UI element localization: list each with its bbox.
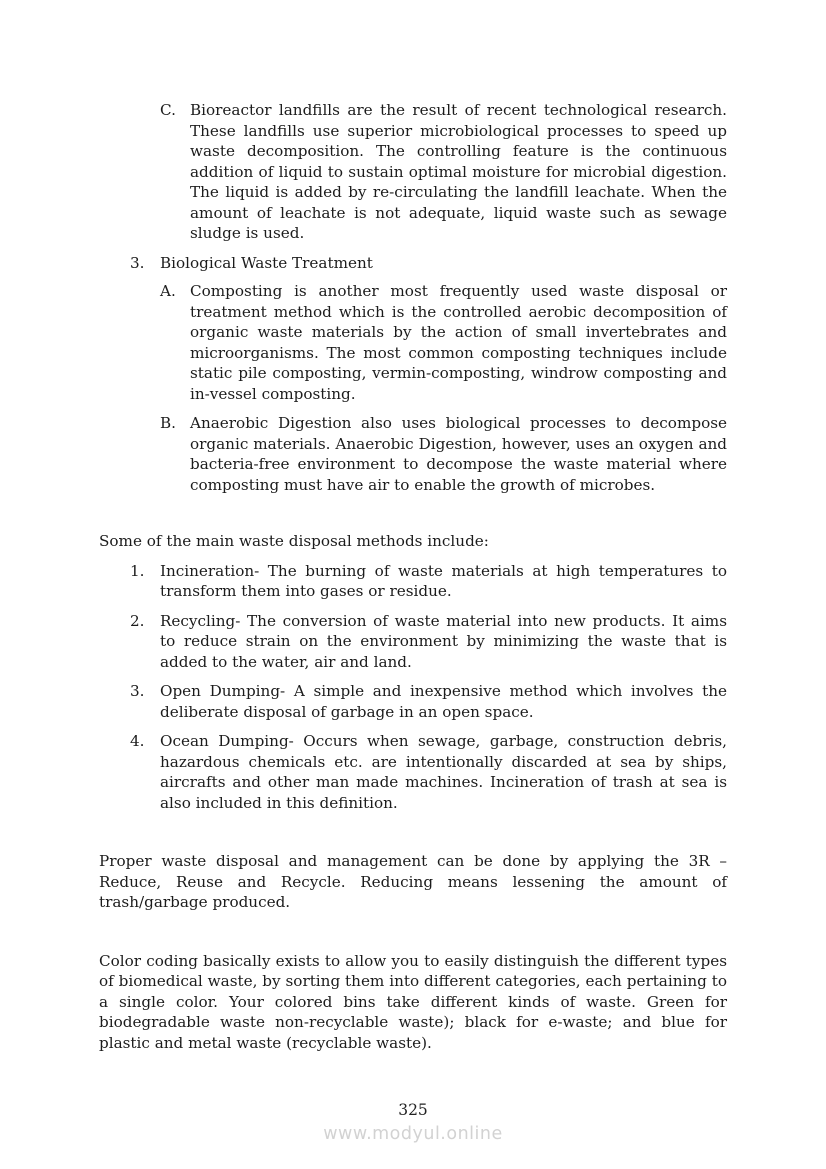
watermark: www.modyul.online [323, 1124, 503, 1144]
list-marker: A. [160, 282, 176, 300]
list-marker: B. [160, 414, 176, 432]
list-marker: C. [160, 101, 176, 119]
method-item-4 [130, 731, 727, 813]
page-content [99, 100, 727, 1053]
paragraph-3r: Proper waste disposal and management can be done by applying the 3R – Reduce, Reuse and Recycle. Reducing means lessening the amount of trash/garbage produced. [99, 852, 727, 911]
list-marker: 2. [130, 611, 145, 630]
list-item-text: Open Dumping- A simple and inexpensive method which involves the deliberate disposal of garbage in an open space. [160, 682, 727, 721]
list-marker: 1. [130, 561, 145, 580]
intro-line: Some of the main waste disposal methods include: [99, 532, 489, 550]
method-item-1 [130, 561, 727, 602]
numbered-heading-3 [130, 253, 727, 274]
page-number: 325 [398, 1101, 428, 1119]
paragraph-color-coding: Color coding basically exists to allow you to easily distinguish the different types of biomedical waste, by sorting them into different categories, each pertaining to a single color. Your colored bins take different kinds of waste. Green for biodegradable waste non-recyclable waste); black for e-waste; and blue for plastic and metal waste (recyclable waste). [99, 951, 727, 1052]
list-item-text: Ocean Dumping- Occurs when sewage, garbage, construction debris, hazardous chemicals etc. are intentionally discarded at sea by ships, aircrafts and other man made machines. Incineration of trash at sea is also included in this definition. [160, 732, 727, 812]
list-marker: 3. [130, 682, 145, 700]
list-item-text: Bioreactor landfills are the result of recent technological research. These landfills use superior microbiological processes to speed up waste decomposition. The controlling feature is the continuous addition of liquid to sustain optimal moisture for microbial digestion. The liquid is added by re-circulating the landfill leachate. When the amount of leachate is not adequate, liquid waste such as sewage sludge is used. [190, 101, 727, 242]
list-item-text: Composting is another most frequently used waste disposal or treatment method which is the controlled aerobic decomposition of organic waste materials by the action of small invertebrates and microorganisms. The most common composting techniques include static pile composting, vermin-composting, windrow composting and in-vessel composting. [190, 282, 727, 403]
lettered-item-c [160, 100, 727, 244]
method-item-2 [130, 611, 727, 673]
list-item-text: Incineration- The burning of waste materials at high temperatures to transform them into gases or residue. [160, 561, 727, 600]
list-item-text: Biological Waste Treatment [160, 253, 373, 272]
lettered-item-a [160, 281, 727, 404]
method-item-3 [130, 681, 727, 722]
list-marker: 4. [130, 732, 145, 750]
list-marker: 3. [130, 253, 145, 272]
list-item-text: Recycling- The conversion of waste material into new products. It aims to reduce strain on the environment by minimizing the waste that is added to the water, air and land. [160, 611, 727, 671]
lettered-item-b [160, 413, 727, 495]
list-item-text: Anaerobic Digestion also uses biological processes to decompose organic materials. Anaerobic Digestion, however, uses an oxygen and bacteria-free environment to decompose the waste material where composting must have air to enable the growth of microbes. [190, 414, 727, 494]
